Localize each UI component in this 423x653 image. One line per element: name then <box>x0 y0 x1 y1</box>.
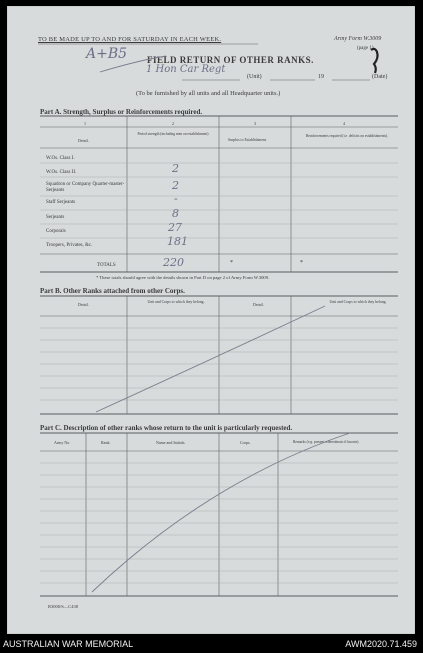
printer-imprint: R3000/S—C438 <box>48 604 79 609</box>
part-c-heading: Part C. Description of other ranks whose return to the unit is particularly requested. <box>40 424 293 432</box>
year-label: 19 <box>318 74 324 80</box>
row-label-serjeants: Serjeants <box>46 215 65 220</box>
part-b-header-unit-1: Unit and Corps to which they belong. <box>147 300 205 304</box>
part-c-header-rank: Rank. <box>101 440 111 445</box>
row-label-troopers: Troopers, Privates, &c. <box>46 243 93 248</box>
header-instruction: TO BE MADE UP TO AND FOR SATURDAY IN EACH WEEK. <box>38 36 222 43</box>
col-num-1: 1 <box>84 121 86 126</box>
handwritten-stamp: A+B5 <box>86 46 128 62</box>
date-label: (Date) <box>372 74 388 80</box>
header-strength: Period strength (including men on establishment) <box>137 132 209 136</box>
value-staff-serjeants: - <box>174 192 178 205</box>
row-label-wo2: W.Os. Class II. <box>46 170 77 175</box>
value-serjeants: 8 <box>172 207 179 220</box>
value-corporals: 27 <box>168 221 182 234</box>
form-reference: Army Form W.3009 <box>334 36 382 42</box>
part-c-header-army-no: Army No. <box>54 440 71 445</box>
part-c-header-corps: Corps. <box>240 440 251 445</box>
row-label-wo1: W.Os. Class I. <box>46 156 75 161</box>
part-b-heading: Part B. Other Ranks attached from other Corps. <box>40 287 185 295</box>
col-num-4: 4 <box>343 121 345 126</box>
col-num-2: 2 <box>172 121 174 126</box>
part-a-footnote: * These totals should agree with the details shown in Part D on page 2 of Army Form W.3009. <box>96 275 270 280</box>
value-troopers: 181 <box>167 235 188 248</box>
value-totals: 220 <box>163 256 184 269</box>
unit-label: (Unit) <box>247 74 262 80</box>
handwritten-mark <box>371 49 378 73</box>
part-b-header-unit-2: Unit and Corps to which they belong. <box>329 300 387 304</box>
totals-label: TOTALS <box>97 263 116 268</box>
part-a-heading: Part A. Strength, Surplus or Reinforcements required. <box>40 108 203 116</box>
row-label-corporals: Corporals <box>46 229 66 234</box>
part-c-header-remarks: Remarks (e.g. present whereabouts if known). <box>293 440 360 444</box>
totals-asterisk-2: * <box>300 260 303 266</box>
part-c-header-name: Name and Initials. <box>156 440 186 445</box>
header-detail: Detail. <box>78 138 89 143</box>
header-surplus: Surplus to Establishment. <box>228 138 267 142</box>
furnished-note: (To be furnished by all units and all Headquarter units.) <box>136 90 281 97</box>
part-b-header-detail-1: Detail. <box>78 302 89 307</box>
form-title: FIELD RETURN OF OTHER RANKS. <box>147 55 314 65</box>
footer-bar <box>0 636 423 653</box>
handwritten-unit: 1 Hon Car Regt <box>146 64 226 75</box>
value-cqms: 2 <box>172 179 179 192</box>
header-reinforcements: Reinforcements required (i.e. deficits on establishments). <box>305 134 389 138</box>
totals-asterisk-1: * <box>230 260 233 266</box>
page-note: (page 1) <box>357 46 374 51</box>
col-num-3: 3 <box>254 121 256 126</box>
value-wo2: 2 <box>172 162 179 175</box>
footer-left: AUSTRALIAN WAR MEMORIAL <box>3 639 134 649</box>
row-label-cqms: Squadron or Company Quarter-master-Serjeants <box>46 182 125 193</box>
footer-right: AWM2020.71.459 <box>345 639 417 649</box>
row-label-staff-serjeants: Staff Serjeants <box>46 200 76 205</box>
cancel-strokes <box>92 56 350 592</box>
part-b-header-detail-2: Detail. <box>253 302 264 307</box>
